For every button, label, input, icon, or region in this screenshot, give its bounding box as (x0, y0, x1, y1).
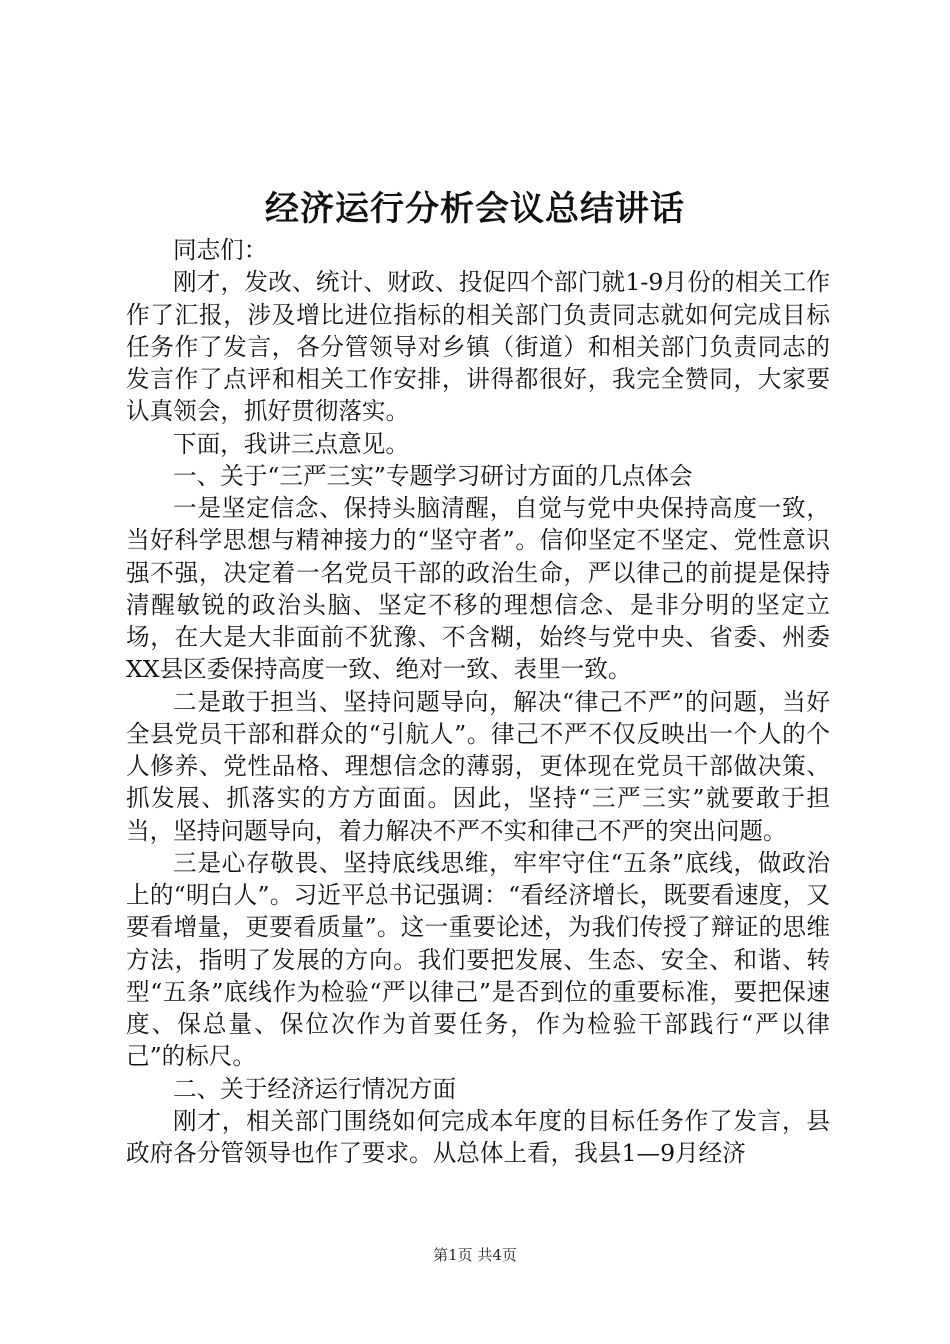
section-heading: 一、关于“三严三实”专题学习研讨方面的几点体会 (173, 461, 693, 490)
body-paragraph: 刚才，相关部门围绕如何完成本年度的目标任务作了发言，县政府各分管领导也作了要求。从总体上看，我县1—9月经济 (126, 1106, 830, 1167)
body-paragraph: 三是心存敬畏、坚持底线思维，牢牢守住“五条”底线，做政治上的“明白人”。习近平总书记强调：“看经济增长，既要看速度，又要看增量，更要看质量”。这一重要论述，为我们传授了辩证的思维方法，指明了发展的方向。我们要把发展、生态、安全、和谐、转型“五条”底线作为检验“严以律己”是否到位的重要标准，要把保速度、保总量、保位次作为首要任务，作为检验干部践行“严以律己”的标尺。 (126, 848, 830, 1071)
body-paragraph: 二是敢于担当、坚持问题导向，解决“律己不严”的问题，当好全县党员干部和群众的“引航人”。律己不严不仅反映出一个人的个人修养、党性品格、理想信念的薄弱，更体现在党员干部做决策、抓发展、抓落实的方方面面。因此，坚持“三严三实”就要敢于担当，坚持问题导向，着力解决不严不实和律己不严的突出问题。 (126, 687, 830, 845)
salutation-paragraph: 同志们： (173, 236, 268, 264)
section-heading: 二、关于经济运行情况方面 (173, 1074, 457, 1103)
document-body (126, 234, 830, 1169)
body-paragraph: 刚才，发改、统计、财政、投促四个部门就1-9月份的相关工作作了汇报，涉及增比进位指标的相关部门负责同志就如何完成目标任务作了发言，各分管领导对乡镇（街道）和相关部门负责同志的发言作了点评和相关工作安排，讲得都很好，我完全赞同，大家要认真领会，抓好贯彻落实。 (126, 268, 830, 426)
page-footer: 第1页 共4页 (433, 1246, 517, 1264)
body-paragraph: 一是坚定信念、保持头脑清醒，自觉与党中央保持高度一致，当好科学思想与精神接力的“坚守者”。信仰坚定不坚定、党性意识强不强，决定着一名党员干部的政治生命，严以律己的前提是保持清醒敏锐的政治头脑、坚定不移的理想信念、是非分明的坚定立场，在大是大非面前不犹豫、不含糊，始终与党中央、省委、州委XX县区委保持高度一致、绝对一致、表里一致。 (126, 494, 830, 684)
body-paragraph: 下面，我讲三点意见。 (173, 429, 409, 458)
document-title: 经济运行分析会议总结讲话 (265, 189, 685, 229)
